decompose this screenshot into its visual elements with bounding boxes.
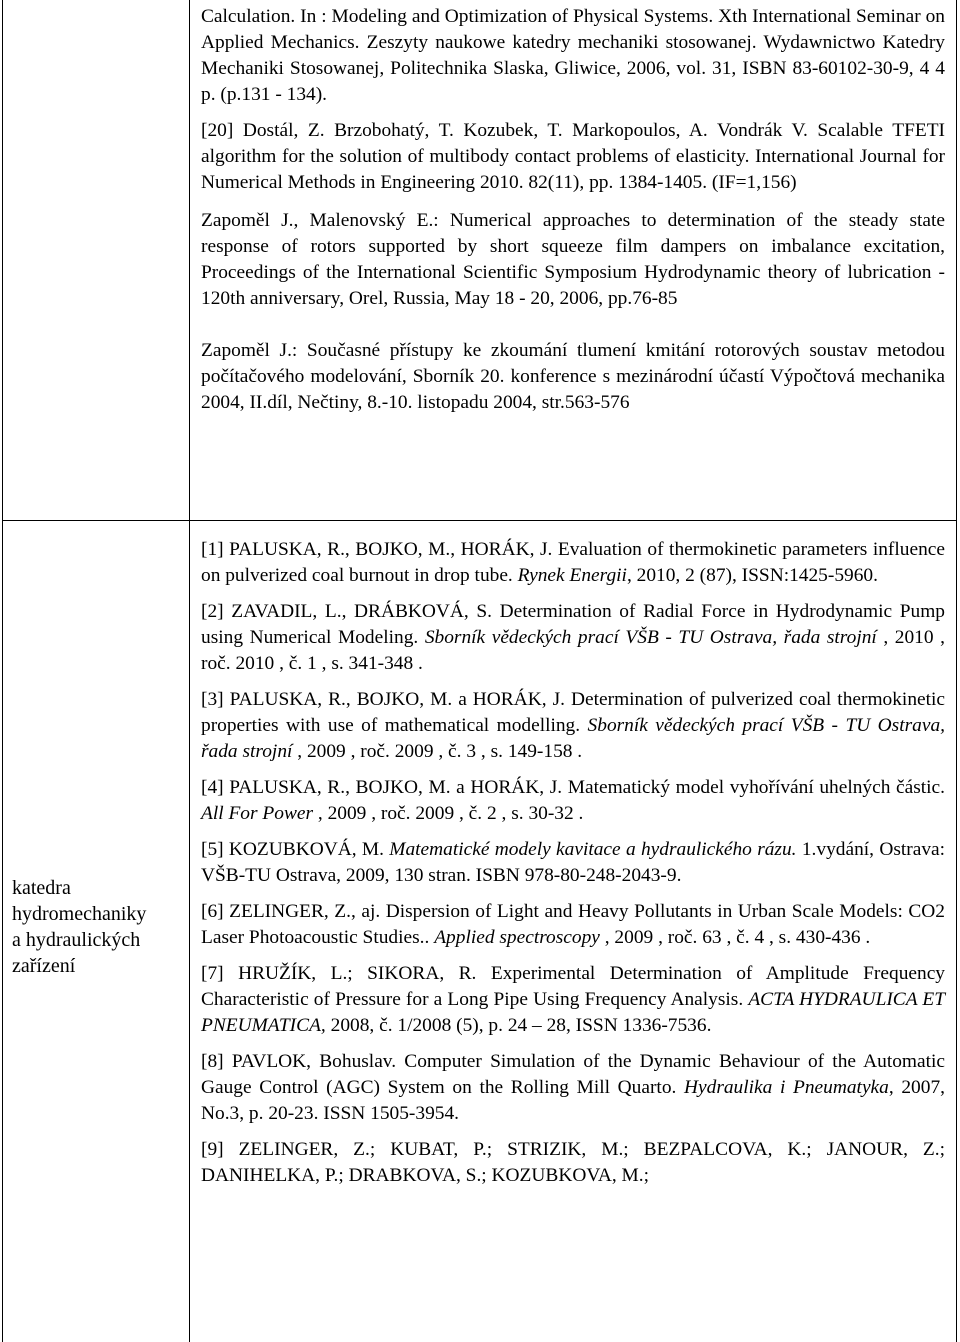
reference-5 (201, 837, 945, 889)
reference-19-tail: Calculation. In : Modeling and Optimization of Physical Systems. Xth International Seminar on Applied Mechanics. Zeszyty naukowe katedry mechaniki stosowanej. Wydawnictwo Katedry Mechaniki Stosowanej, Politechnika Slaska, Gliwice, 2006, vol. 31, ISBN 83-60102-30-9, 4 4 p. (p.131 - 134). (201, 6, 945, 105)
reference-3 (201, 687, 945, 765)
reference-text: [9] ZELINGER, Z.; KUBAT, P.; STRIZIK, M.; BEZPALCOVA, K.; JANOUR, Z.; DANIHELKA, P.; DRABKOVA, S.; KOZUBKOVA, M.; (201, 1139, 945, 1186)
reference-text: [3] PALUSKA, R., BOJKO, M. a HORÁK, J. Determination of pulverized coal thermokinetic properties with use of mathematical modelling. (201, 689, 945, 736)
reference-source: Matematické modely kavitace a hydraulického rázu. (389, 839, 797, 860)
reference-zapomel: Zapoměl J.: Současné přístupy ke zkoumání tlumení kmitání rotorových soustav metodou počítačového modelování, Sborník 20. konference s mezinárodní účastí Výpočtová mechanika 2004, II.díl, Nečtiny, 8.-10. listopadu 2004, str.563-576 (201, 340, 945, 413)
table-column-divider (189, 0, 190, 1342)
reference-source: Sborník vědeckých prací VŠB - TU Ostrava, řada strojní (424, 627, 877, 648)
reference-zapomel-malenovsky: Zapoměl J., Malenovský E.: Numerical approaches to determination of the steady state response of rotors supported by short squeeze film dampers on imbalance excitation, Proceedings of the International Scientific Symposium Hydrodynamic theory of lubrication - 120th anniversary, Orel, Russia, May 18 - 20, 2006, pp.76-85 (201, 210, 945, 309)
reference-details: , 2010 , roč. 2010 , č. 1 , s. 341-348 . (201, 627, 945, 674)
table-row-divider (2, 520, 957, 521)
department-label-line: a hydraulických (12, 929, 141, 951)
reference-details: , 2010, 2 (87), ISSN:1425-5960. (626, 565, 878, 586)
reference-20: [20] Dostál, Z. Brzobohatý, T. Kozubek, T. Markopoulos, A. Vondrák V. Scalable TFETI algorithm for the solution of multibody contact problems of elasticity. International Journal for Numerical Methods in Engineering 2010. 82(11), pp. 1384-1405. (IF=1,156) (201, 120, 945, 193)
reference-text: [5] KOZUBKOVÁ, M. (201, 839, 390, 860)
reference-source: Applied spectroscopy (434, 927, 600, 948)
reference-source: Rynek Energii (517, 565, 627, 586)
department-label-line: hydromechaniky (12, 903, 147, 925)
reference-source: Sborník vědeckých prací VŠB - TU Ostrava, řada strojní (201, 715, 945, 762)
department-label (12, 875, 187, 979)
table-border-right (956, 0, 957, 1342)
reference-details: , 2009 , roč. 2009 , č. 3 , s. 149-158 . (292, 741, 583, 762)
reference-details: , 2009 , roč. 63 , č. 4 , s. 430-436 . (599, 927, 871, 948)
reference-source: Hydraulika i Pneumatyka (684, 1077, 889, 1098)
reference-text: [2] ZAVADIL, L., DRÁBKOVÁ, S. Determination of Radial Force in Hydrodynamic Pump using Numerical Modeling. (201, 601, 945, 648)
reference-details: , 2007, No.3, p. 20-23. ISSN 1505-3954. (201, 1077, 945, 1124)
reference-text: [4] PALUSKA, R., BOJKO, M. a HORÁK, J. Matematický model vyhořívání uhelných částic. (201, 777, 945, 798)
department-label-line: katedra (12, 877, 71, 899)
reference-text: [7] HRUŽÍK, L.; SIKORA, R. Experimental Determination of Amplitude Frequency Characteristic of Pressure for a Long Pipe Using Frequency Analysis. (201, 963, 945, 1010)
reference-details: 1.vydání, Ostrava: VŠB-TU Ostrava, 2009, 130 stran. ISBN 978-80-248-2043-9. (201, 839, 946, 886)
department-label-line: zařízení (12, 955, 76, 977)
reference-source: All For Power (201, 803, 314, 824)
reference-details: , 2009 , roč. 2009 , č. 2 , s. 30-32 . (313, 803, 584, 824)
reference-text: [6] ZELINGER, Z., aj. Dispersion of Light and Heavy Pollutants in Urban Scale Models: CO2 Laser Photoacoustic Studies.. (201, 901, 945, 948)
reference-9 (201, 1137, 945, 1189)
publications-cell-bottom (201, 537, 945, 1189)
table-border-left (2, 0, 3, 1342)
reference-2 (201, 599, 945, 677)
reference-4 (201, 775, 945, 827)
reference-1 (201, 537, 945, 589)
publications-cell-top (201, 4, 945, 416)
reference-7 (201, 961, 945, 1039)
reference-text: [8] PAVLOK, Bohuslav. Computer Simulation of the Dynamic Behaviour of the Automatic Gauge Control (AGC) System on the Rolling Mill Quarto. (201, 1051, 945, 1098)
reference-8 (201, 1049, 945, 1127)
reference-text: [1] PALUSKA, R., BOJKO, M., HORÁK, J. Evaluation of thermokinetic parameters influence on pulverized coal burnout in drop tube. (201, 539, 945, 586)
reference-6 (201, 899, 945, 951)
reference-source: ACTA HYDRAULICA ET PNEUMATICA, (201, 989, 945, 1036)
reference-details: 2008, č. 1/2008 (5), p. 24 – 28, ISSN 1336-7536. (325, 1015, 712, 1036)
